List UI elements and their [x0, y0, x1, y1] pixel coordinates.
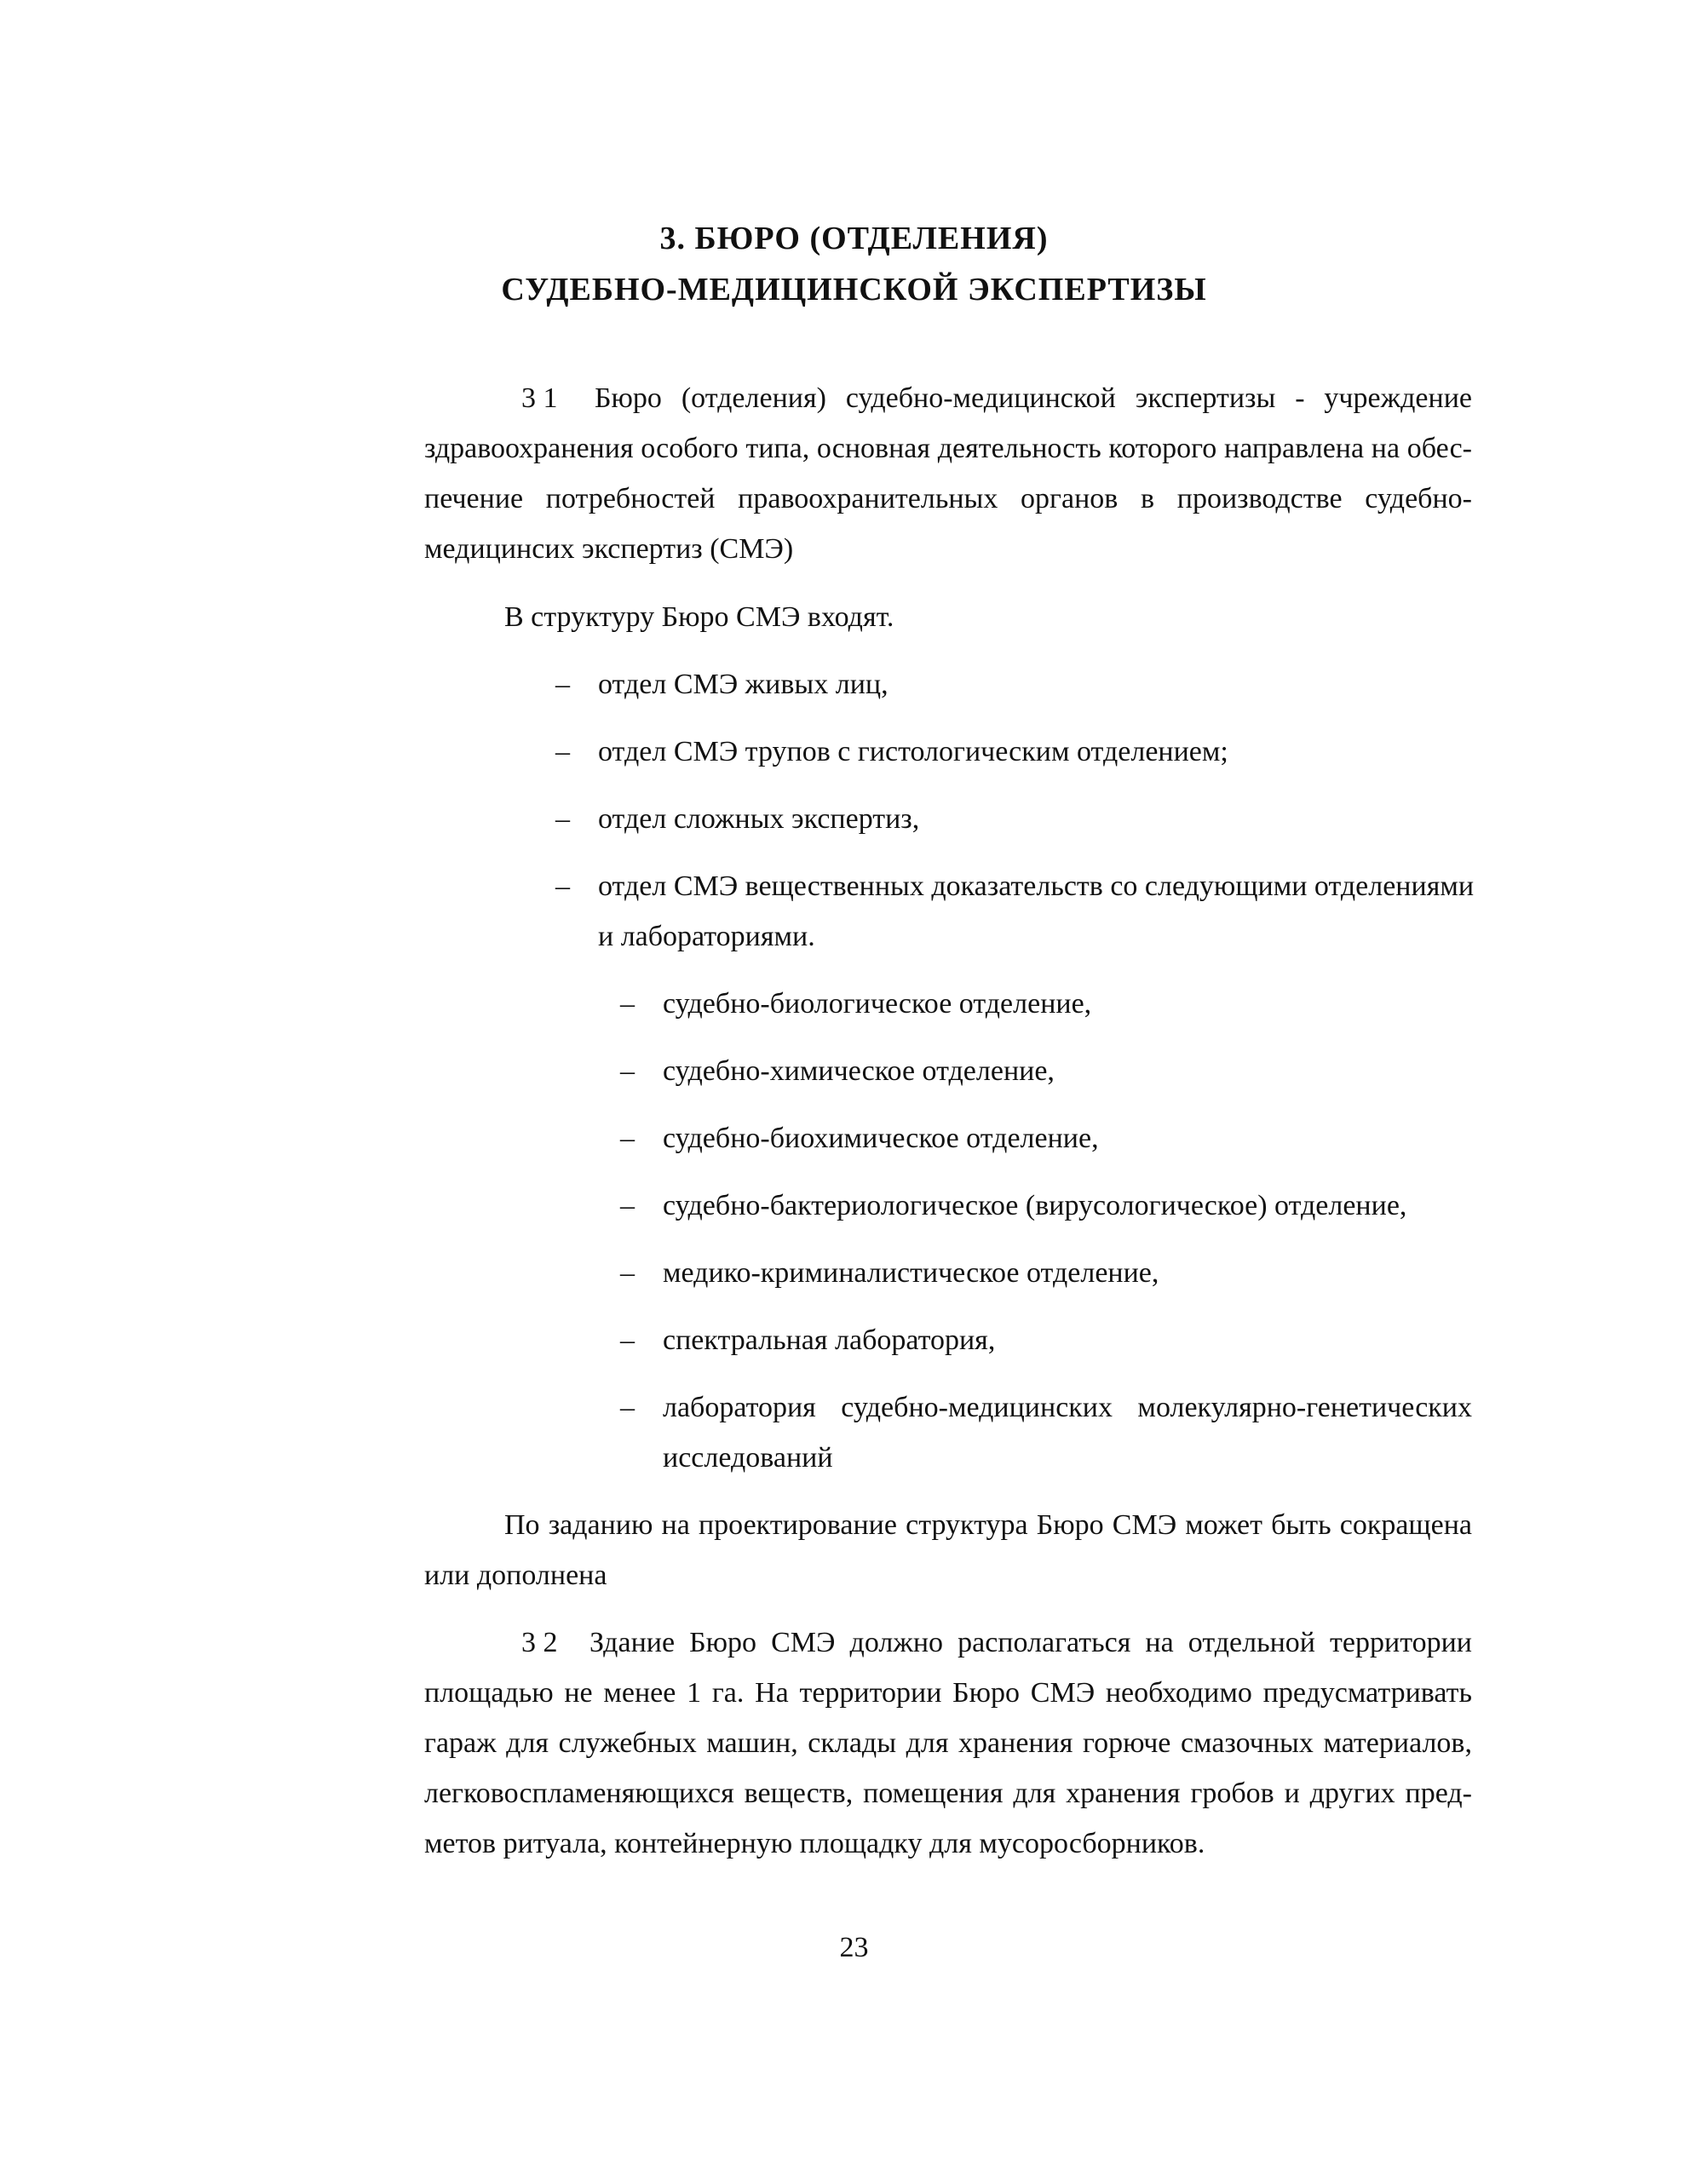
list-dash: –	[620, 1123, 635, 1154]
list-dash: –	[555, 870, 570, 902]
paragraph-line: Бюро (отделения) судебно-медицинской экспертизы - учреждение	[595, 382, 1472, 414]
list-dash: –	[555, 803, 570, 835]
paragraph-line: или дополнена	[424, 1560, 607, 1591]
paragraph-line: легковоспламеняющихся веществ, помещения для хранения гробов и других пред-	[424, 1778, 1472, 1809]
list-dash: –	[620, 1257, 635, 1289]
sub-list-item: судебно-биохимическое отделение,	[663, 1123, 1099, 1154]
paragraph-line: печение потребностей правоохранительных органов в производстве судебно-	[424, 483, 1472, 514]
list-item: отдел сложных экспертиз,	[598, 803, 920, 835]
paragraph-line: Здание Бюро СМЭ должно располагаться на отдельной территории	[589, 1627, 1472, 1658]
sub-list-item-continuation: исследований	[663, 1442, 833, 1474]
list-item: отдел СМЭ трупов с гистологическим отделением;	[598, 736, 1228, 767]
list-dash: –	[620, 1324, 635, 1356]
structure-intro: В структуру Бюро СМЭ входят.	[504, 601, 894, 633]
list-dash: –	[555, 669, 570, 700]
paragraph-number: 3 2	[521, 1627, 558, 1658]
sub-list-item: медико-криминалистическое отделение,	[663, 1257, 1159, 1289]
sub-list-item: судебно-биологическое отделение,	[663, 988, 1092, 1020]
paragraph-line: метов ритуала, контейнерную площадку для мусоросборников.	[424, 1828, 1205, 1859]
sub-list-item: спектральная лаборатория,	[663, 1324, 996, 1356]
list-dash: –	[620, 988, 635, 1020]
list-dash: –	[620, 1055, 635, 1087]
sub-list-item: судебно-химическое отделение,	[663, 1055, 1055, 1087]
list-item-continuation: и лабораториями.	[598, 921, 815, 952]
paragraph-number: 3 1	[521, 382, 558, 414]
paragraph-line: здравоохранения особого типа, основная деятельность которого направлена на обес-	[424, 433, 1472, 464]
paragraph-line: По заданию на проектирование структура Бюро СМЭ может быть сокращена	[504, 1509, 1472, 1541]
list-dash: –	[620, 1392, 635, 1423]
sub-list-item: лаборатория судебно-медицинских молекулярно-генетических	[663, 1392, 1472, 1423]
list-item: отдел СМЭ вещественных доказательств со следующими отделениями	[598, 870, 1475, 902]
list-dash: –	[555, 736, 570, 767]
list-dash: –	[620, 1190, 635, 1221]
paragraph-line: гараж для служебных машин, склады для хранения горюче смазочных материалов,	[424, 1727, 1472, 1759]
paragraph-line: медицинсих экспертиз (СМЭ)	[424, 533, 794, 565]
section-heading-line2: СУДЕБНО-МЕДИЦИНСКОЙ ЭКСПЕРТИЗЫ	[501, 272, 1207, 307]
section-heading-line1: 3. БЮРО (ОТДЕЛЕНИЯ)	[659, 221, 1049, 256]
sub-list-item: судебно-бактериологическое (вирусологическое) отделение,	[663, 1190, 1407, 1221]
paragraph-line: площадью не менее 1 га. На территории Бюро СМЭ необходимо предусматривать	[424, 1677, 1472, 1709]
list-item: отдел СМЭ живых лиц,	[598, 669, 889, 700]
page-number: 23	[839, 1932, 869, 1963]
